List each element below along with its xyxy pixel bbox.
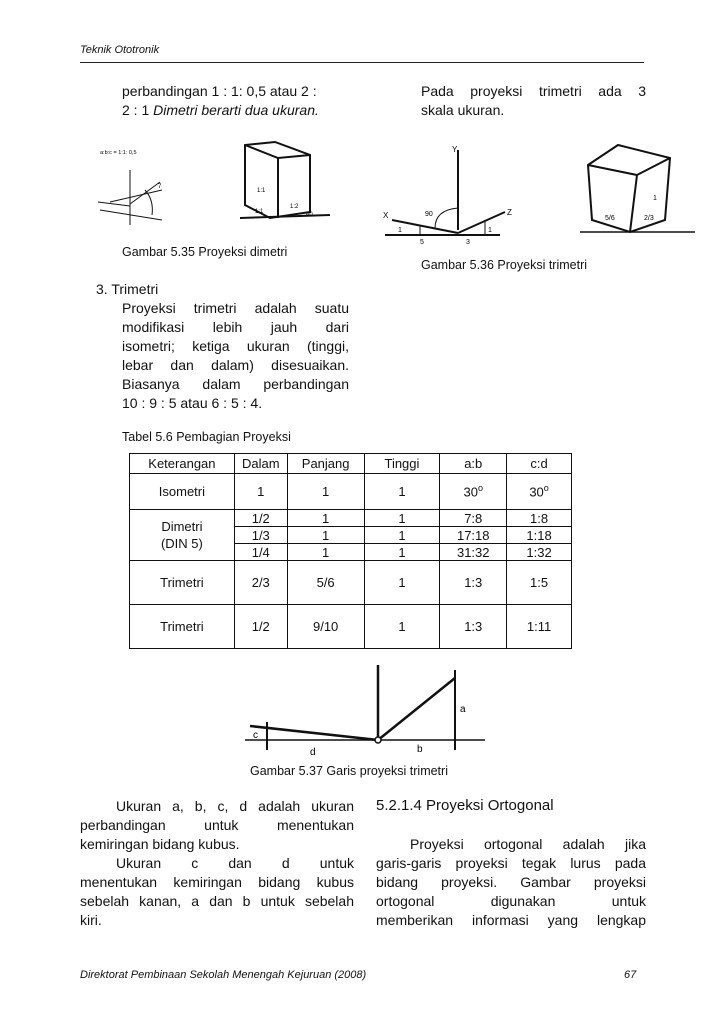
- trimetri-cube-right: 2/3: [644, 215, 654, 222]
- label-d: d: [310, 747, 316, 758]
- cell-isometri-dalam: 1: [234, 474, 287, 510]
- table-row-dimetri-1: [130, 510, 572, 527]
- cell-dimetri-1-cd: 1:8: [507, 510, 572, 527]
- cell-trimetri-2-ab: 1:3: [440, 605, 507, 649]
- table-caption: Tabel 5.6 Pembagian Proyeksi: [122, 430, 291, 444]
- th-dalam: Dalam: [234, 454, 287, 474]
- cell-isometri-cd: [507, 474, 572, 510]
- trimetri-cube: [580, 145, 695, 232]
- bottom-left-line-4: Ukuran c dan d untuk: [116, 855, 354, 871]
- trimetri-line-5: Biasanya dalam perbandingan: [122, 376, 349, 392]
- trimetri-heading: 3. Trimetri: [96, 281, 159, 297]
- trimetri-line-6: 10 : 9 : 5 atau 6 : 5 : 4.: [122, 395, 263, 411]
- cell-dimetri-2-dalam: 1/3: [234, 527, 287, 544]
- bottom-left-line-1: Ukuran a, b, c, d adalah ukuran: [116, 798, 354, 814]
- dimetri-angle-label-1: 7: [158, 184, 162, 190]
- cell-trimetri-1-tinggi: 1: [364, 561, 440, 605]
- label-b: b: [417, 744, 423, 755]
- projection-table: [129, 453, 572, 649]
- cell-isometri-tinggi: 1: [364, 474, 440, 510]
- trimetri-line-1: Proyeksi trimetri adalah suatu: [122, 300, 349, 316]
- cell-trimetri-2-cd: 1:11: [507, 605, 572, 649]
- section-5-2-1-4-heading: 5.2.1.4 Proyeksi Ortogonal: [376, 797, 554, 814]
- cell-dimetri-label: [130, 510, 235, 561]
- trimetri-line-3: isometri; ketiga ukuran (tinggi,: [122, 338, 349, 354]
- cell-dimetri-1-tinggi: 1: [364, 510, 440, 527]
- cell-trimetri-2-label: Trimetri: [130, 605, 235, 649]
- figure-5-37-caption: Gambar 5.37 Garis proyeksi trimetri: [250, 764, 448, 778]
- th-cd: c:d: [507, 454, 572, 474]
- table-header-row: [130, 454, 572, 474]
- dimetri-cube-label-1: 1:1: [257, 188, 266, 194]
- cell-dimetri-3-tinggi: 1: [364, 544, 440, 561]
- running-header: Teknik Ototronik: [80, 44, 160, 56]
- figure-5-36-trimetri: [380, 140, 700, 250]
- cell-dimetri-3-dalam: 1/4: [234, 544, 287, 561]
- bottom-right-line-4: ortogonal digunakan untuk: [376, 893, 646, 909]
- trimetri-axis-diagram: [385, 150, 505, 235]
- dimetri-cube-label-2: 1:2: [290, 204, 299, 210]
- cell-dimetri-3-cd: 1:32: [507, 544, 572, 561]
- cell-trimetri-1-ab: 1:3: [440, 561, 507, 605]
- th-keterangan: Keterangan: [130, 454, 235, 474]
- figure-5-36-caption: Gambar 5.36 Proyeksi trimetri: [421, 258, 588, 272]
- trimetri-cube-top: 1: [653, 195, 657, 202]
- cell-isometri-panjang: 1: [287, 474, 364, 510]
- running-footer: Direktorat Pembinaan Sekolah Menengah Kejuruan (2008): [80, 969, 367, 981]
- bottom-left-line-7: kiri.: [80, 912, 102, 928]
- figure-5-37-garis-proyeksi: [245, 660, 485, 760]
- dimetri-label-line-2: (DIN 5): [160, 536, 203, 551]
- cell-isometri-cd-value: 30: [529, 484, 544, 500]
- th-ab: a:b: [440, 454, 507, 474]
- figure-5-35-dimetri: [90, 140, 330, 240]
- cell-isometri-ab: [440, 474, 507, 510]
- dimetri-axis-note: a:b:c = 1:1: 0,5: [100, 150, 137, 156]
- cell-trimetri-1-label: Trimetri: [130, 561, 235, 605]
- bottom-right-line-3: bidang proyeksi. Gambar proyeksi: [376, 874, 646, 890]
- left-top-line-2-plain: 2 : 1: [122, 102, 154, 118]
- cell-dimetri-3-panjang: 1: [287, 544, 364, 561]
- bottom-left-line-3: kemiringan bidang kubus.: [80, 836, 240, 852]
- trimetri-z-label: Z: [507, 208, 512, 217]
- table-row-trimetri-2: [130, 605, 572, 649]
- right-top-line-2: skala ukuran.: [421, 102, 505, 118]
- dimetri-axis-diagram: [98, 170, 162, 225]
- dimetri-cube: [240, 142, 330, 218]
- cell-trimetri-2-panjang: 9/10: [287, 605, 364, 649]
- th-tinggi: Tinggi: [364, 454, 440, 474]
- garis-proyeksi-lines: [245, 665, 485, 750]
- trimetri-five-label: 5: [420, 239, 424, 246]
- cell-dimetri-1-panjang: 1: [287, 510, 364, 527]
- header-rule: [80, 62, 644, 63]
- bottom-right-line-5: memberikan informasi yang lengkap: [376, 912, 646, 928]
- degree-mark: o: [477, 483, 483, 494]
- bottom-left-line-2: perbandingan untuk menentukan: [80, 817, 354, 833]
- cell-isometri-label: Isometri: [130, 474, 235, 510]
- label-c: c: [253, 730, 258, 741]
- bottom-right-line-2: garis-garis proyeksi tegak lurus pada: [376, 855, 646, 871]
- trimetri-one-left: 1: [398, 227, 402, 234]
- cell-isometri-ab-value: 30: [463, 484, 478, 500]
- degree-mark: o: [543, 483, 549, 494]
- cell-dimetri-2-panjang: 1: [287, 527, 364, 544]
- trimetri-one-right: 1: [488, 227, 492, 234]
- trimetri-cube-left: 5/6: [605, 215, 615, 222]
- dimetri-cube-label-3: 1:1: [255, 209, 264, 215]
- cell-trimetri-2-tinggi: 1: [364, 605, 440, 649]
- trimetri-angle-label: 90: [425, 211, 433, 218]
- cell-trimetri-1-panjang: 5/6: [287, 561, 364, 605]
- trimetri-line-2: modifikasi lebih jauh dari: [122, 319, 349, 335]
- left-top-line-1: perbandingan 1 : 1: 0,5 atau 2 :: [122, 83, 317, 99]
- trimetri-three-label: 3: [466, 239, 470, 246]
- left-top-line-2-italic: Dimetri berarti dua ukuran.: [153, 102, 319, 118]
- left-top-line-2: [122, 101, 319, 120]
- cell-dimetri-1-dalam: 1/2: [234, 510, 287, 527]
- cell-dimetri-2-ab: 17:18: [440, 527, 507, 544]
- trimetri-line-4: lebar dan dalam) disesuaikan.: [122, 357, 349, 373]
- cell-trimetri-2-dalam: 1/2: [234, 605, 287, 649]
- trimetri-y-label: Y: [452, 145, 458, 154]
- origin-point: [375, 737, 381, 743]
- bottom-left-line-6: sebelah kanan, a dan b untuk sebelah: [80, 893, 354, 909]
- cell-dimetri-3-ab: 31:32: [440, 544, 507, 561]
- figure-5-35-caption: Gambar 5.35 Proyeksi dimetri: [122, 245, 288, 259]
- th-panjang: Panjang: [287, 454, 364, 474]
- cell-trimetri-1-dalam: 2/3: [234, 561, 287, 605]
- dimetri-label-line-1: Dimetri: [161, 519, 203, 534]
- dimetri-cube-angle: 40: [306, 212, 313, 218]
- bottom-left-line-5: menentukan kemiringan bidang kubus: [80, 874, 354, 890]
- table-row-isometri: [130, 474, 572, 510]
- right-top-line-1: Pada proyeksi trimetri ada 3: [421, 83, 646, 99]
- label-a: a: [460, 704, 466, 715]
- cell-trimetri-1-cd: 1:5: [507, 561, 572, 605]
- table-row-trimetri-1: [130, 561, 572, 605]
- page-number: 67: [624, 969, 637, 981]
- cell-dimetri-1-ab: 7:8: [440, 510, 507, 527]
- trimetri-x-label: X: [383, 211, 389, 220]
- cell-dimetri-2-cd: 1:18: [507, 527, 572, 544]
- bottom-right-line-1: Proyeksi ortogonal adalah jika: [410, 836, 646, 852]
- cell-dimetri-2-tinggi: 1: [364, 527, 440, 544]
